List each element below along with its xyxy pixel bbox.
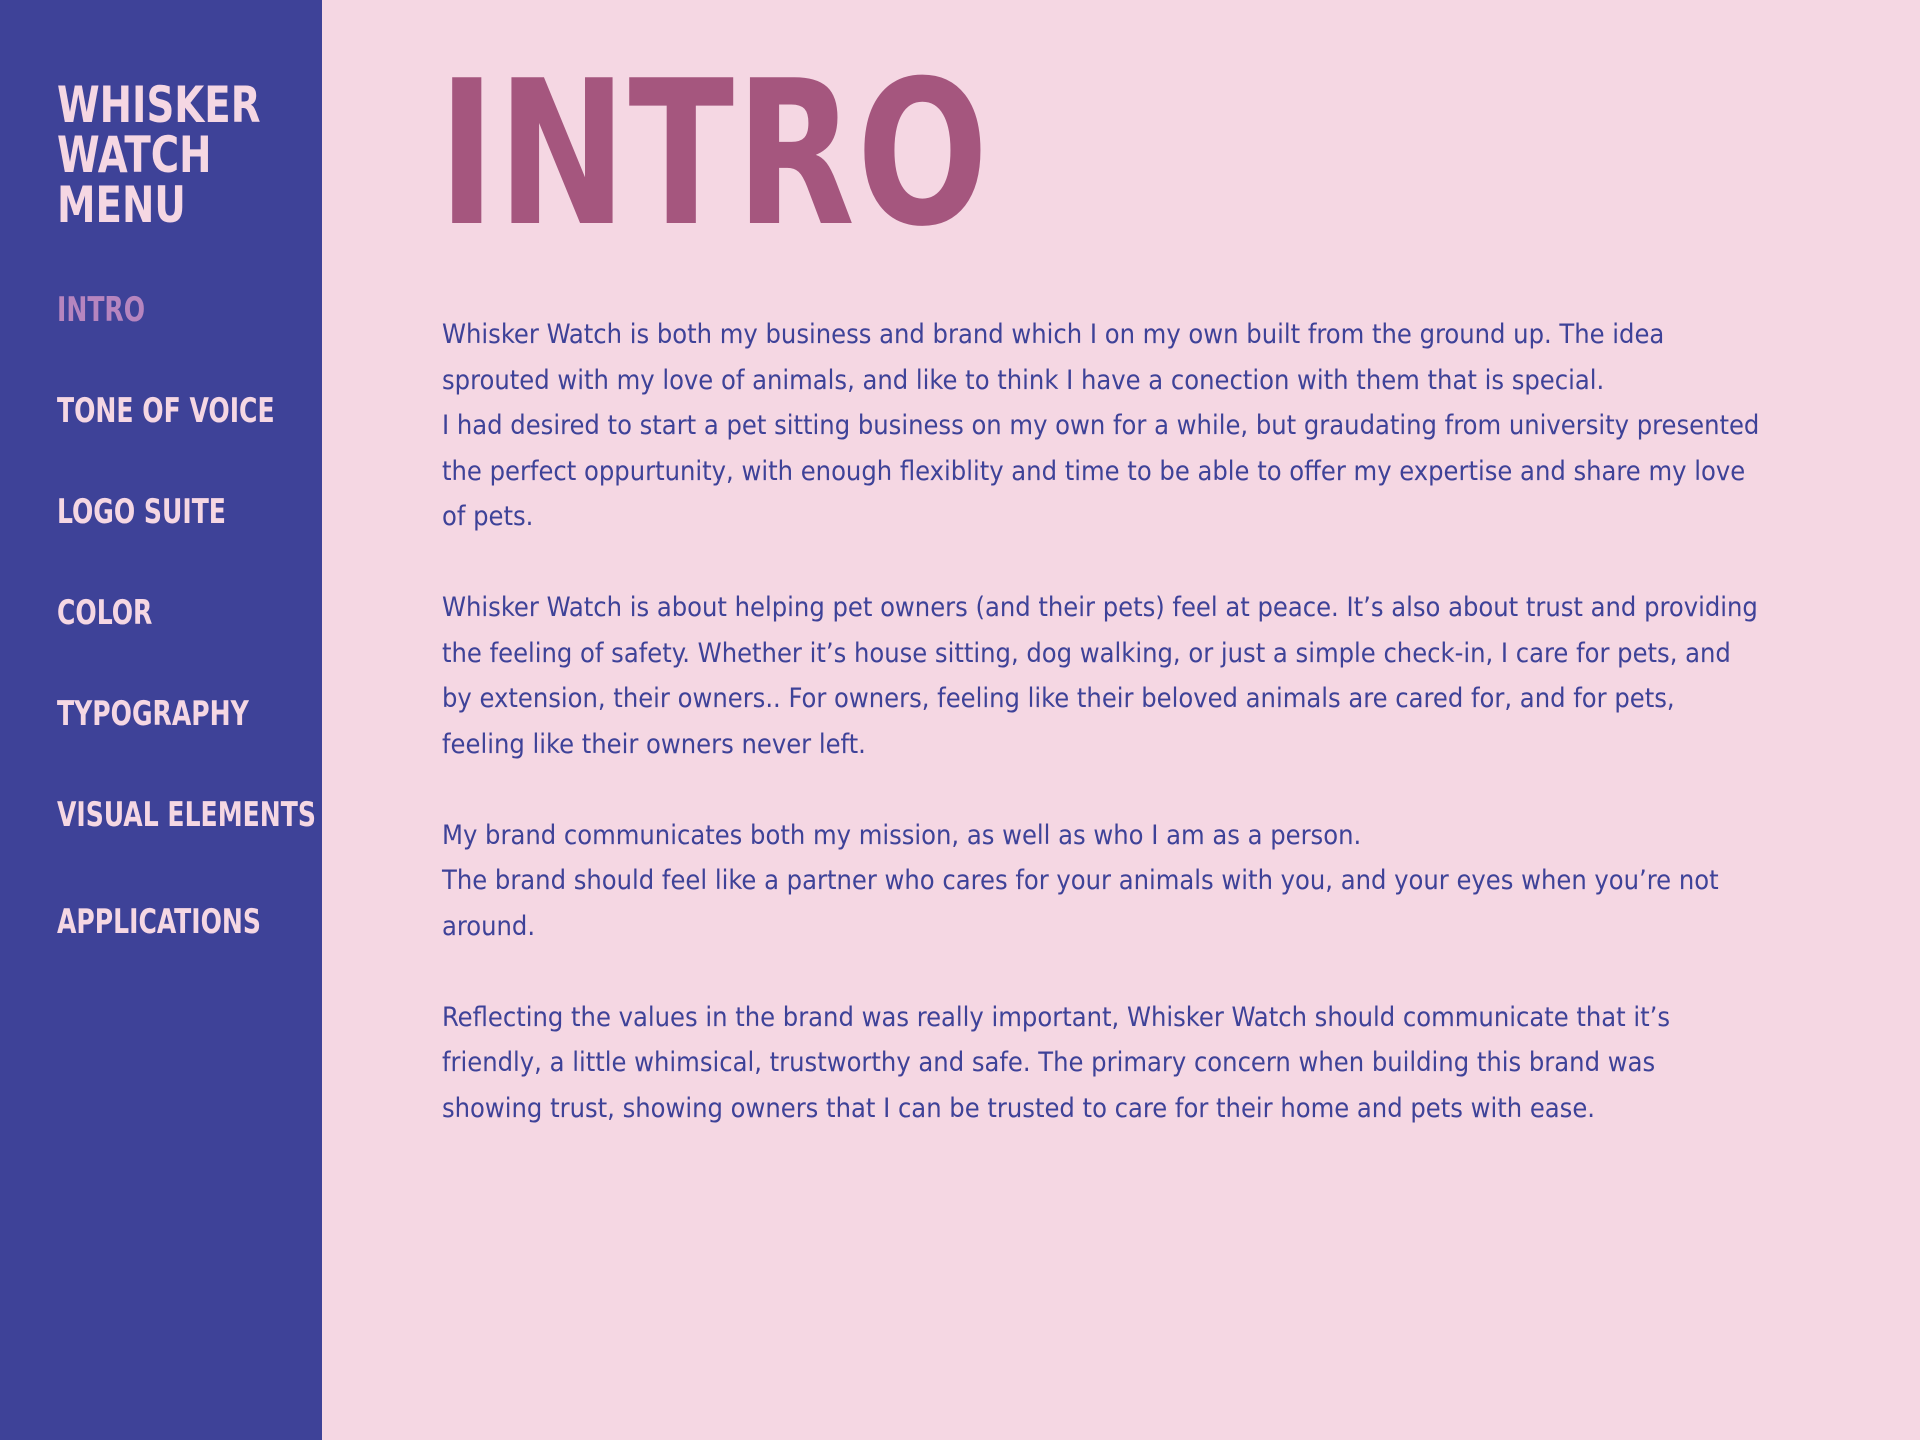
paragraph-line: Whisker Watch is about helping pet owners (and their pets) feel at peace. It’s also about trust and providing the feeling of safety. Whether it’s house sitting, dog walking, or just a simple check-in, I care for pets, and by extension, their owners.. For owners, feeling like their beloved animals are cared for, and for pets, feeling like their owners never left. [442,592,1758,760]
sidebar-item-color[interactable]: COLOR [57,593,153,633]
menu-title-line: WATCH [57,126,212,184]
sidebar-item-logo-suite[interactable]: LOGO SUITE [57,492,226,532]
sidebar-item-tone-of-voice[interactable]: TONE OF VOICE [57,391,275,431]
paragraph-line: Reflecting the values in the brand was really important, Whisker Watch should communicate that it’s friendly, a little whimsical, trustworthy and safe. The primary concern when building this brand was showing trust, showing owners that I can be trusted to care for their home and pets with ease. [442,1001,1671,1124]
paragraph-line: My brand communicates both my mission, as well as who I am as a person. [442,819,1362,851]
intro-paragraph [442,995,1762,1132]
sidebar-item-applications[interactable]: APPLICATIONS [57,902,261,942]
sidebar-item-typography[interactable]: TYPOGRAPHY [57,694,249,734]
menu-title-line: MENU [57,176,186,234]
intro-paragraph [442,813,1762,950]
intro-content [442,312,1762,1177]
paragraph-line: Whisker Watch is both my business and brand which I on my own built from the ground up. The idea sprouted with my love of animals, and like to think I have a conection with them that is special. [442,319,1665,396]
menu-title [57,76,261,234]
paragraph-line: I had desired to start a pet sitting business on my own for a while, but graudating from university presented the perfect oppurtunity, with enough flexiblity and time to be able to offer my expertise and share my love of pets. [442,410,1760,532]
intro-paragraph [442,585,1762,767]
sidebar-item-intro[interactable]: INTRO [57,290,146,330]
page-title: INTRO [438,38,990,271]
sidebar-menu [0,0,322,1440]
intro-paragraph [442,312,1762,540]
sidebar-item-visual-elements[interactable]: VISUAL ELEMENTS [57,795,316,835]
menu-title-line: WHISKER [57,76,261,134]
paragraph-line: The brand should feel like a partner who cares for your animals with you, and your eyes when you’re not around. [442,865,1719,942]
